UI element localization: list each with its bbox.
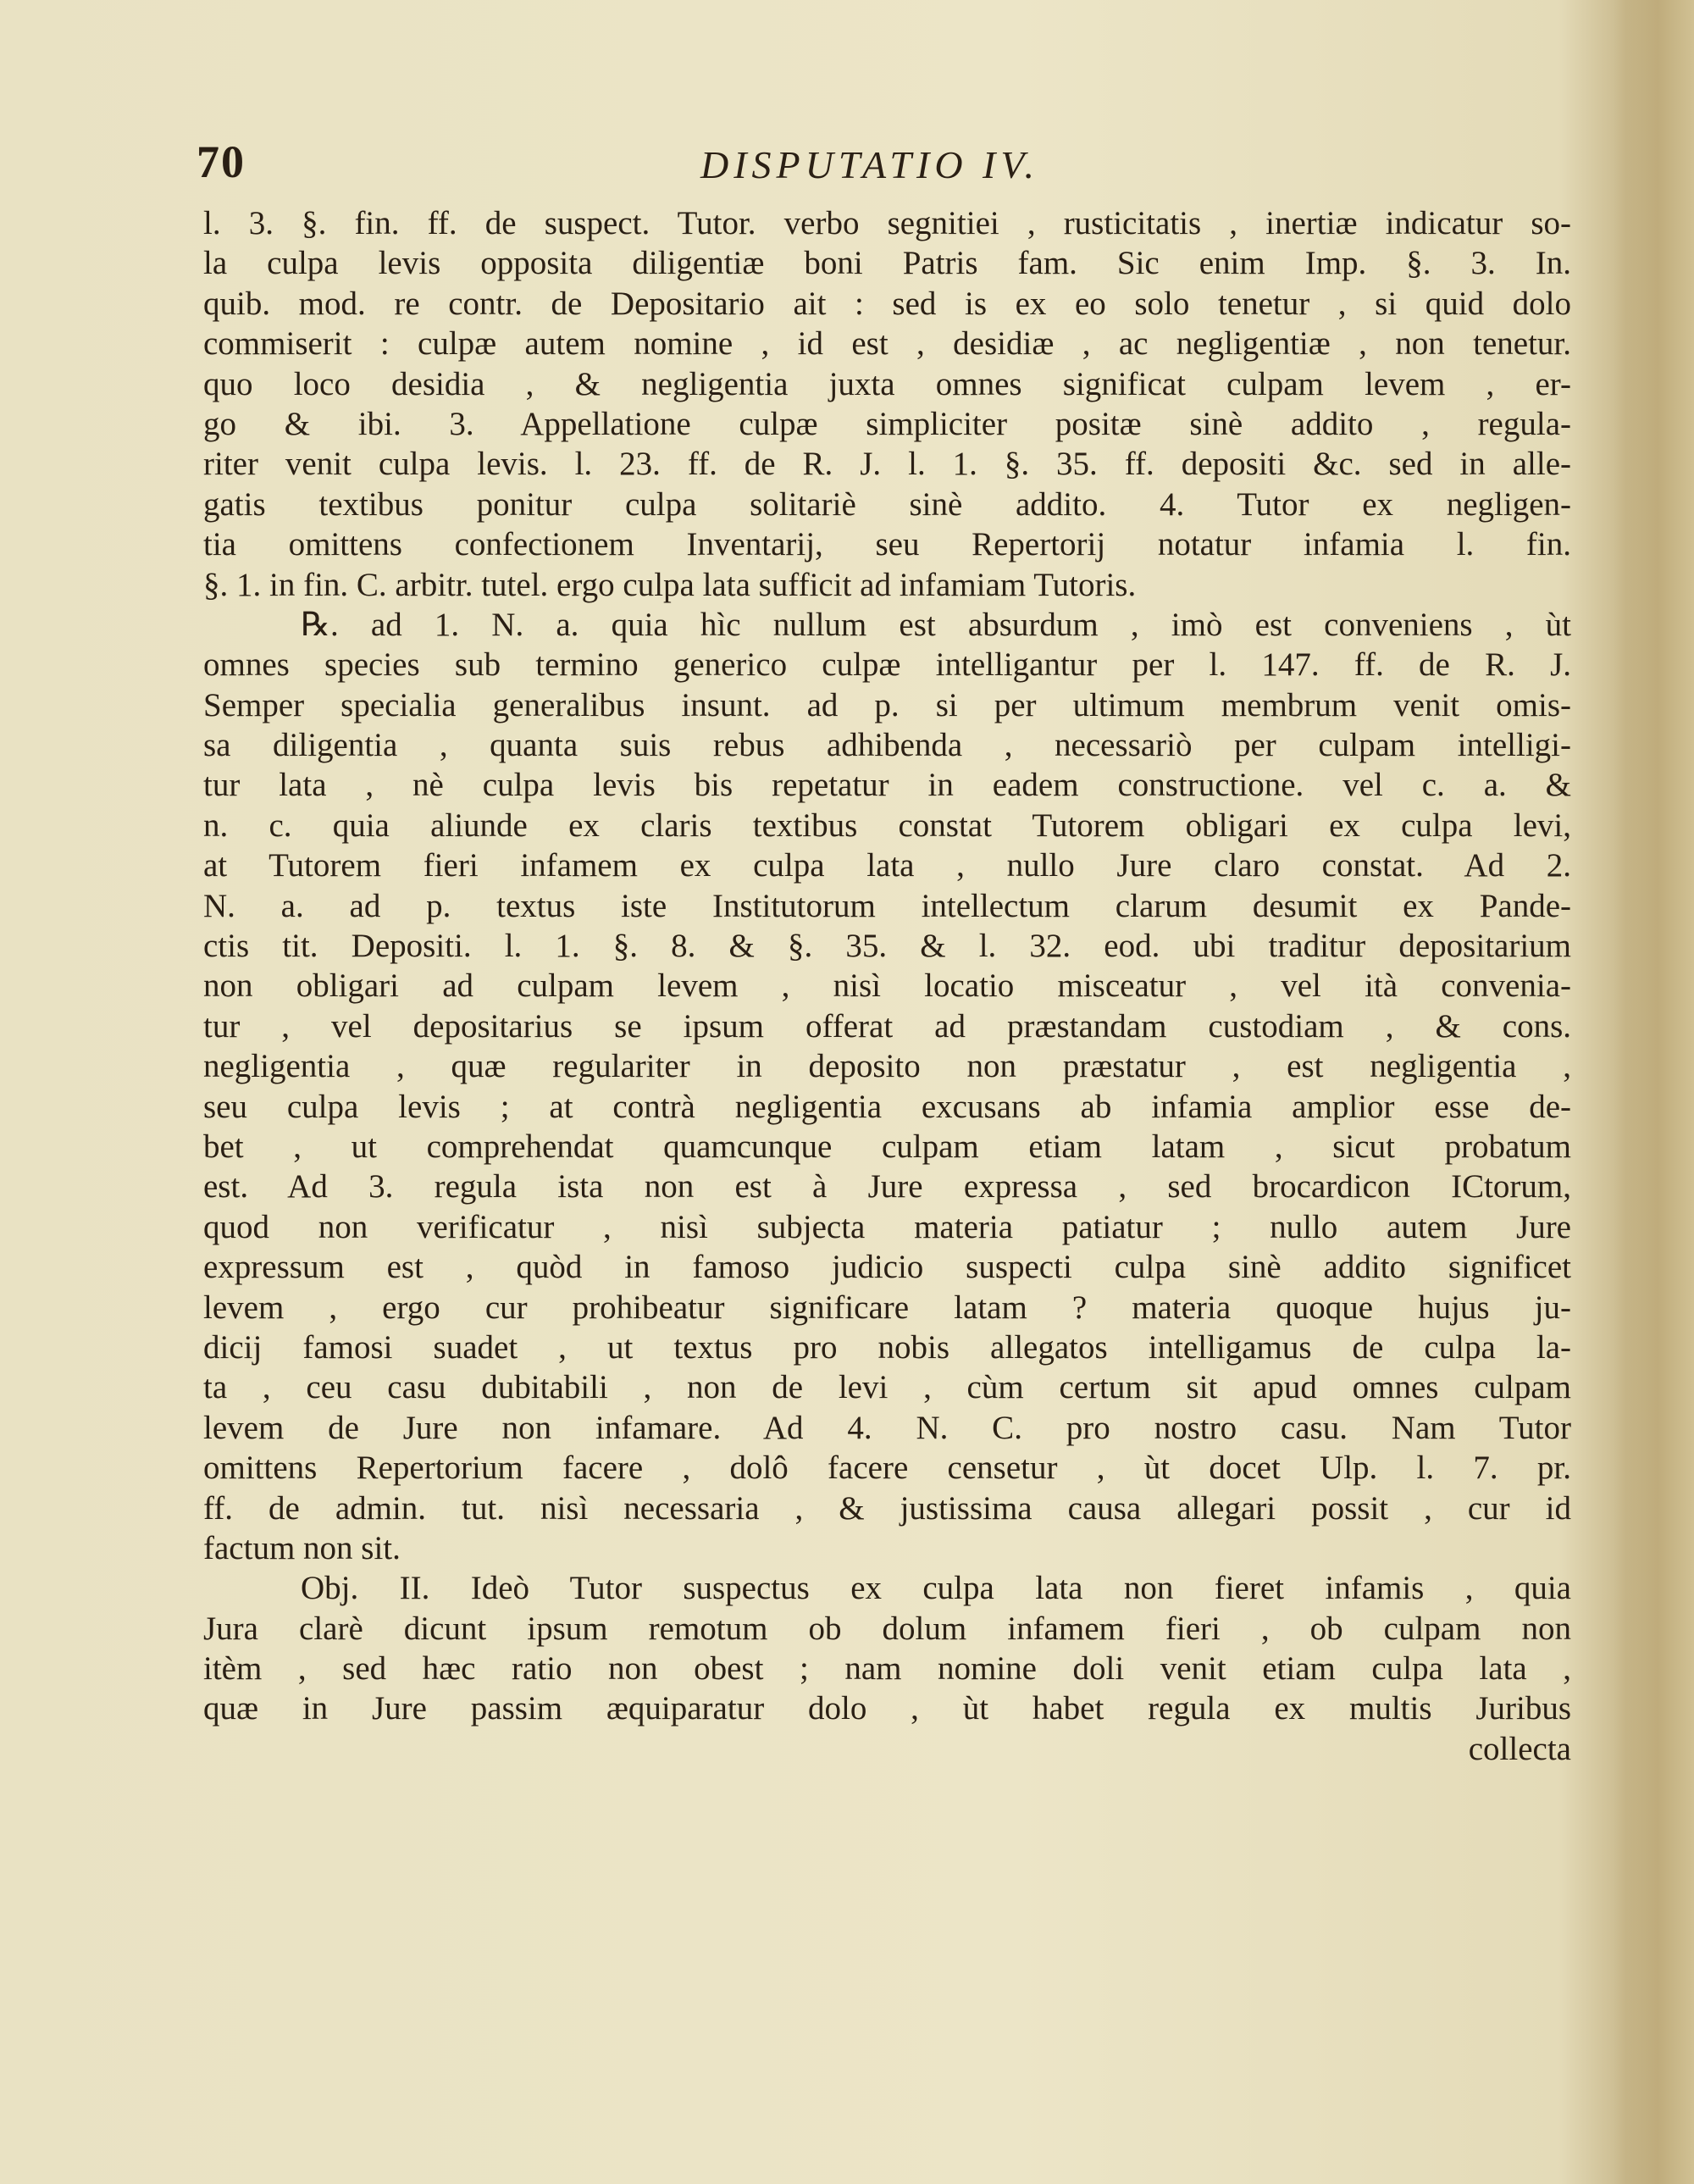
- text-line: quib. mod. re contr. de Depositario ait : sed is ex eo solo tenetur , si quid dolo: [203, 285, 1571, 322]
- text-line: n. c. quia aliunde ex claris textibus constat Tutorem obligari ex culpa levi,: [203, 807, 1571, 844]
- page-header: [197, 136, 1569, 195]
- text-line: la culpa levis opposita diligentiæ boni Patris fam. Sic enim Imp. §. 3. In.: [203, 245, 1571, 282]
- text-line: tur lata , nè culpa levis bis repetatur in eadem constructione. vel c. a. &: [203, 767, 1571, 804]
- text-line: levem de Jure non infamare. Ad 4. N. C. pro nostro casu. Nam Tutor: [203, 1409, 1571, 1446]
- page-number: 70: [197, 136, 246, 187]
- text-line: N. a. ad p. textus iste Institutorum intellectum clarum desumit ex Pande-: [203, 887, 1571, 924]
- text-line: ctis tit. Depositi. l. 1. §. 8. & §. 35. & l. 32. eod. ubi traditur depositarium: [203, 928, 1571, 965]
- text-line: levem , ergo cur prohibeatur significare latam ? materia quoque hujus ju-: [203, 1289, 1571, 1326]
- text-line: bet , ut comprehendat quamcunque culpam etiam latam , sicut probatum: [203, 1128, 1571, 1165]
- text-line: ℞. ad 1. N. a. quia hìc nullum est absurdum , imò est conveniens , ùt: [301, 606, 1571, 643]
- text-line: Jura clarè dicunt ipsum remotum ob dolum infamem fieri , ob culpam non: [203, 1610, 1571, 1647]
- text-line: tur , vel depositarius se ipsum offerat ad præstandam custodiam , & cons.: [203, 1007, 1571, 1045]
- text-line: expressum est , quòd in famoso judicio suspecti culpa sinè addito significet: [203, 1249, 1571, 1286]
- body-text: [203, 203, 1571, 1769]
- text-line: go & ibi. 3. Appellatione culpæ simpliciter positæ sinè addito , regula-: [203, 405, 1571, 442]
- catchword: collecta: [1468, 1730, 1571, 1767]
- text-line: commiserit : culpæ autem nomine , id est , desidiæ , ac negligentiæ , non tenetur.: [203, 325, 1571, 363]
- text-line: gatis textibus ponitur culpa solitariè sinè addito. 4. Tutor ex negligen-: [203, 485, 1571, 523]
- text-line: §. 1. in fin. C. arbitr. tutel. ergo culpa lata sufficit ad infamiam Tutoris.: [203, 566, 1137, 603]
- page-edge-shadow: [1614, 0, 1694, 2184]
- text-line: tia omittens confectionem Inventarij, seu Repertorij notatur infamia l. fin.: [203, 526, 1571, 563]
- text-line: negligentia , quæ regulariter in deposito non præstatur , est negligentia ,: [203, 1048, 1571, 1085]
- text-line: dicij famosi suadet , ut textus pro nobis allegatos intelligamus de culpa la-: [203, 1328, 1571, 1366]
- text-line: seu culpa levis ; at contrà negligentia excusans ab infamia amplior esse de-: [203, 1088, 1571, 1125]
- text-line: est. Ad 3. regula ista non est à Jure expressa , sed brocardicon ICtorum,: [203, 1168, 1571, 1206]
- text-line: riter venit culpa levis. l. 23. ff. de R. J. l. 1. §. 35. ff. depositi &c. sed in alle-: [203, 446, 1571, 483]
- text-line: quæ in Jure passim æquiparatur dolo , ùt habet regula ex multis Juribus: [203, 1690, 1571, 1727]
- text-line: Obj. II. Ideò Tutor suspectus ex culpa lata non fieret infamis , quia: [301, 1570, 1571, 1607]
- text-line: quo loco desidia , & negligentia juxta omnes significat culpam levem , er-: [203, 365, 1571, 402]
- text-line: ta , ceu casu dubitabili , non de levi , cùm certum sit apud omnes culpam: [203, 1369, 1571, 1406]
- text-line: Semper specialia generalibus insunt. ad p. si per ultimum membrum venit omis-: [203, 686, 1571, 723]
- text-line: sa diligentia , quanta suis rebus adhibenda , necessariò per culpam intelligi-: [203, 727, 1571, 764]
- running-head: DISPUTATIO IV.: [700, 143, 1040, 186]
- text-line: omnes species sub termino generico culpæ intelligantur per l. 147. ff. de R. J.: [203, 646, 1571, 684]
- text-line: non obligari ad culpam levem , nisì locatio misceatur , vel ità convenia-: [203, 967, 1571, 1005]
- text-line: l. 3. §. fin. ff. de suspect. Tutor. verbo segnitiei , rusticitatis , inertiæ indicatur so-: [203, 205, 1571, 241]
- text-line: factum non sit.: [203, 1529, 401, 1566]
- text-line: at Tutorem fieri infamem ex culpa lata , nullo Jure claro constat. Ad 2.: [203, 847, 1571, 884]
- text-line: omittens Repertorium facere , dolô facere censetur , ùt docet Ulp. l. 7. pr.: [203, 1450, 1571, 1487]
- text-line: quod non verificatur , nisì subjecta materia patiatur ; nullo autem Jure: [203, 1208, 1571, 1245]
- text-line: itèm , sed hæc ratio non obest ; nam nomine doli venit etiam culpa lata ,: [203, 1650, 1571, 1688]
- text-line: ff. de admin. tut. nisì necessaria , & justissima causa allegari possit , cur id: [203, 1489, 1571, 1527]
